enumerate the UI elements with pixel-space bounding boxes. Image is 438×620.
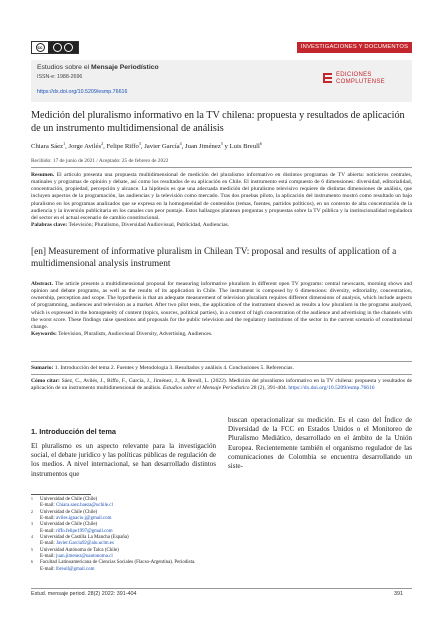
summary-text: 1. Introducción del tema 2. Fuentes y Metodología 3. Resultados y análisis 4. Conclusiones 5. Referencias.	[53, 365, 294, 371]
footnote-divider	[31, 494, 91, 495]
keywords-es-label: Palabras clave:	[31, 222, 68, 229]
section-heading: 1. Introducción del tema	[31, 427, 117, 436]
email-link[interactable]: aviles.ignacio.j@gmail.com	[56, 516, 112, 522]
summary	[31, 365, 412, 371]
email-link[interactable]: lbreull@gmail.com	[56, 566, 95, 572]
journal-prefix: Estudios sobre el	[37, 64, 92, 71]
cc-icon: cc	[37, 45, 43, 50]
footnote: 3 Universidad de Chile (Chile) E-mail: riffo.felipe1997@gmail.com	[31, 522, 113, 534]
doi-link[interactable]: https://dx.doi.org/10.5209/esmp.76616	[37, 89, 128, 95]
body-column-left: El pluralismo es un aspecto relevante para la investigación social, el debate jurídico y las políticas públicas de regulación de los medios. A nivel internacional, se han desarrollado distintos instrumentos que	[31, 442, 216, 478]
footnote: 2 Universidad de Chile (Chile) E-mail: aviles.ignacio.j@gmail.com	[31, 509, 112, 522]
author: Jorge Avilés$^2$,	[68, 141, 107, 151]
article-title-en: [en] Measurement of informative pluralism in Chilean TV: proposal and results of application of a multidimensional analysis instrument	[31, 247, 397, 269]
footnote: 5 Universidad Autónoma de Talca (Chile) E-mail: juan.jimenez@uautonoma.cl	[31, 547, 119, 560]
email-link[interactable]: Chiara.saez.baeza@uchile.cl	[56, 503, 113, 509]
citation-text: Sáez, C., Avilés, J., Riffo, F., García, J., Jiménez, J., & Breull, L. (2022). Medición del pluralismo informativo en la TV chilena: propuesta y resultados de aplicación de un instrumento multidimensional de análisis.	[31, 378, 412, 392]
email-link[interactable]: Javier.Garcia92@alu.uclm.es	[56, 541, 114, 547]
footnote: 4 Universidad de Castilla La Mancha (España) E-mail: Javier.Garcia92@alu.uclm.es	[31, 535, 129, 547]
summary-label: Sumario:	[31, 365, 54, 371]
how-to-cite	[31, 378, 412, 392]
footnotes	[31, 497, 216, 573]
abstract-en-text: The article presents a multidimensional proposal for measuring informative pluralism in different open TV programs: central newscasts, morning shows and opinion and debate programs, as well as the results of its application in Chile. The instrument is composed by 6 dimensions: diversity, editoriality, concentration, ownership, perception and scope. The hypothesis is that an adequate measurement of television pluralism requires different dimensions of analysis, which include aspects of programming, audiences and television as a market. After two pilot tests, the application of the instrument showed as results a low pluralism in the programs analyzed, which is expressed in the homogeneity of content (topics, sources, political parties), in a context of high concentration of the audience and advertising in the channels with the worst score. These findings raise questions and proposals for the public television and the regulatory institutions of the sector in the current scenario of constitutional change.	[31, 281, 412, 330]
publisher-line-2: COMPLUTENSE	[336, 79, 385, 85]
received-accepted-dates: Recibido: 17 de junio de 2021 / Aceptado: 25 de febrero de 2022	[31, 158, 169, 164]
publisher-name	[336, 72, 385, 86]
citation-volume: 28 (2), 391-404.	[249, 385, 289, 392]
email-link[interactable]: riffo.felipe1997@gmail.com	[56, 528, 113, 534]
citation-label: Cómo citar:	[31, 378, 60, 384]
citation-doi-link[interactable]: https://dx.doi.org/10.5209/esmp.76616	[288, 385, 375, 392]
footnote: 6 Facultad Latinoamericana de Ciencias Sociales (Flacso-Argentina). Periodista. E-mail: lbreull@gmail.com	[31, 560, 196, 572]
author: Juan Jiménez$^5$ y	[185, 141, 230, 151]
license-badge	[31, 41, 79, 54]
author: Felipe Riffo$^3$,	[106, 141, 145, 151]
by-icon	[53, 43, 62, 52]
divider	[31, 167, 412, 168]
body-column-right: buscan operacionalizar su medición. Es el caso del Índice de Diversidad de la FCC en Estados Unidos o el Monitoreo de Pluralismo Mediático, desarrollado en el ámbito de la Unión Europea. Recientemente también el organismo regulador de las comunicaciones de Colombia se encuentra desarrollando un siste-	[228, 416, 412, 471]
nc-icon	[64, 43, 73, 52]
divider	[31, 361, 412, 362]
footnote: 1 Universidad de Chile (Chile) E-mail: Chiara.saez.baeza@uchile.cl	[31, 497, 113, 509]
abstract-es	[31, 172, 412, 229]
keywords-es-text: Televisión; Pluralismo, Diversidad Audiovisual, Publicidad, Audiencias.	[67, 222, 230, 229]
footer-divider	[31, 588, 412, 589]
author: Chiara Sáez$^1$,	[31, 141, 69, 151]
divider	[31, 374, 412, 375]
section-label: INVESTIGACIONES Y DOCUMENTOS	[297, 42, 412, 53]
email-link[interactable]: juan.jimenez@uautonoma.cl	[56, 554, 113, 560]
keywords-en-text: Television, Pluralism, Audiovisual Diversity, Advertising, Audiences.	[56, 331, 213, 338]
page-number: 391	[394, 591, 403, 597]
footer-citation: Estud. mensaje period. 28(2) 2022: 391-404	[31, 591, 137, 597]
abstract-en	[31, 281, 412, 338]
citation-journal: Estudios sobre el Mensaje Periodístico	[162, 385, 250, 392]
issn: ISSN-e: 1988-2696	[37, 74, 83, 80]
publisher-logo-icon	[323, 73, 332, 83]
author: Luis Breull$^6$	[229, 141, 262, 151]
author-list	[31, 141, 262, 150]
article-title-es: Medición del pluralismo informativo en la TV chilena: propuesta y resultados de aplicación de un instrumento multidimensional de análisis	[31, 110, 405, 134]
keywords-en-label: Keywords:	[31, 331, 57, 338]
abstract-es-text: El artículo presenta una propuesta multidimensional de medición del pluralismo informativo en distintos programas de TV abierta: noticieros centrales, matinales y programas de opinión y debate, así como los resultados de su aplicación en Chile. El instrumento está compuesto de 6 dimensiones: diversidad, editorialidad, concentración, propiedad, percepción y alcance. La hipótesis es que una adecuada medición del pluralismo televisivo requiere de distintas dimensiones de análisis, que incluyen aspectos de la programación, las audiencias y la televisión como mercado. Tras dos pruebas piloto, la aplicación del instrumento mostró como resultado un bajo pluralismo en los programas analizados que se expresa en la homogeneidad de contenidos (temas, fuentes, partidos políticos), en un contexto de alta concentración de la audiencia y la inversión publicitaria en los canales con peor puntaje. Estos hallazgos plantean preguntas y propuestas sobre la TV pública y la institucionalidad reguladora del sector en el actual escenario de cambio constitucional.	[31, 172, 412, 221]
journal-name: Mensaje Periodístico	[91, 64, 159, 71]
abstract-es-label: Resumen.	[31, 172, 55, 178]
journal-title	[37, 64, 159, 71]
publisher-line-1: EDICIONES	[336, 72, 372, 78]
author: Javier García$^4$,	[144, 141, 185, 151]
abstract-en-label: Abstract.	[31, 281, 54, 287]
